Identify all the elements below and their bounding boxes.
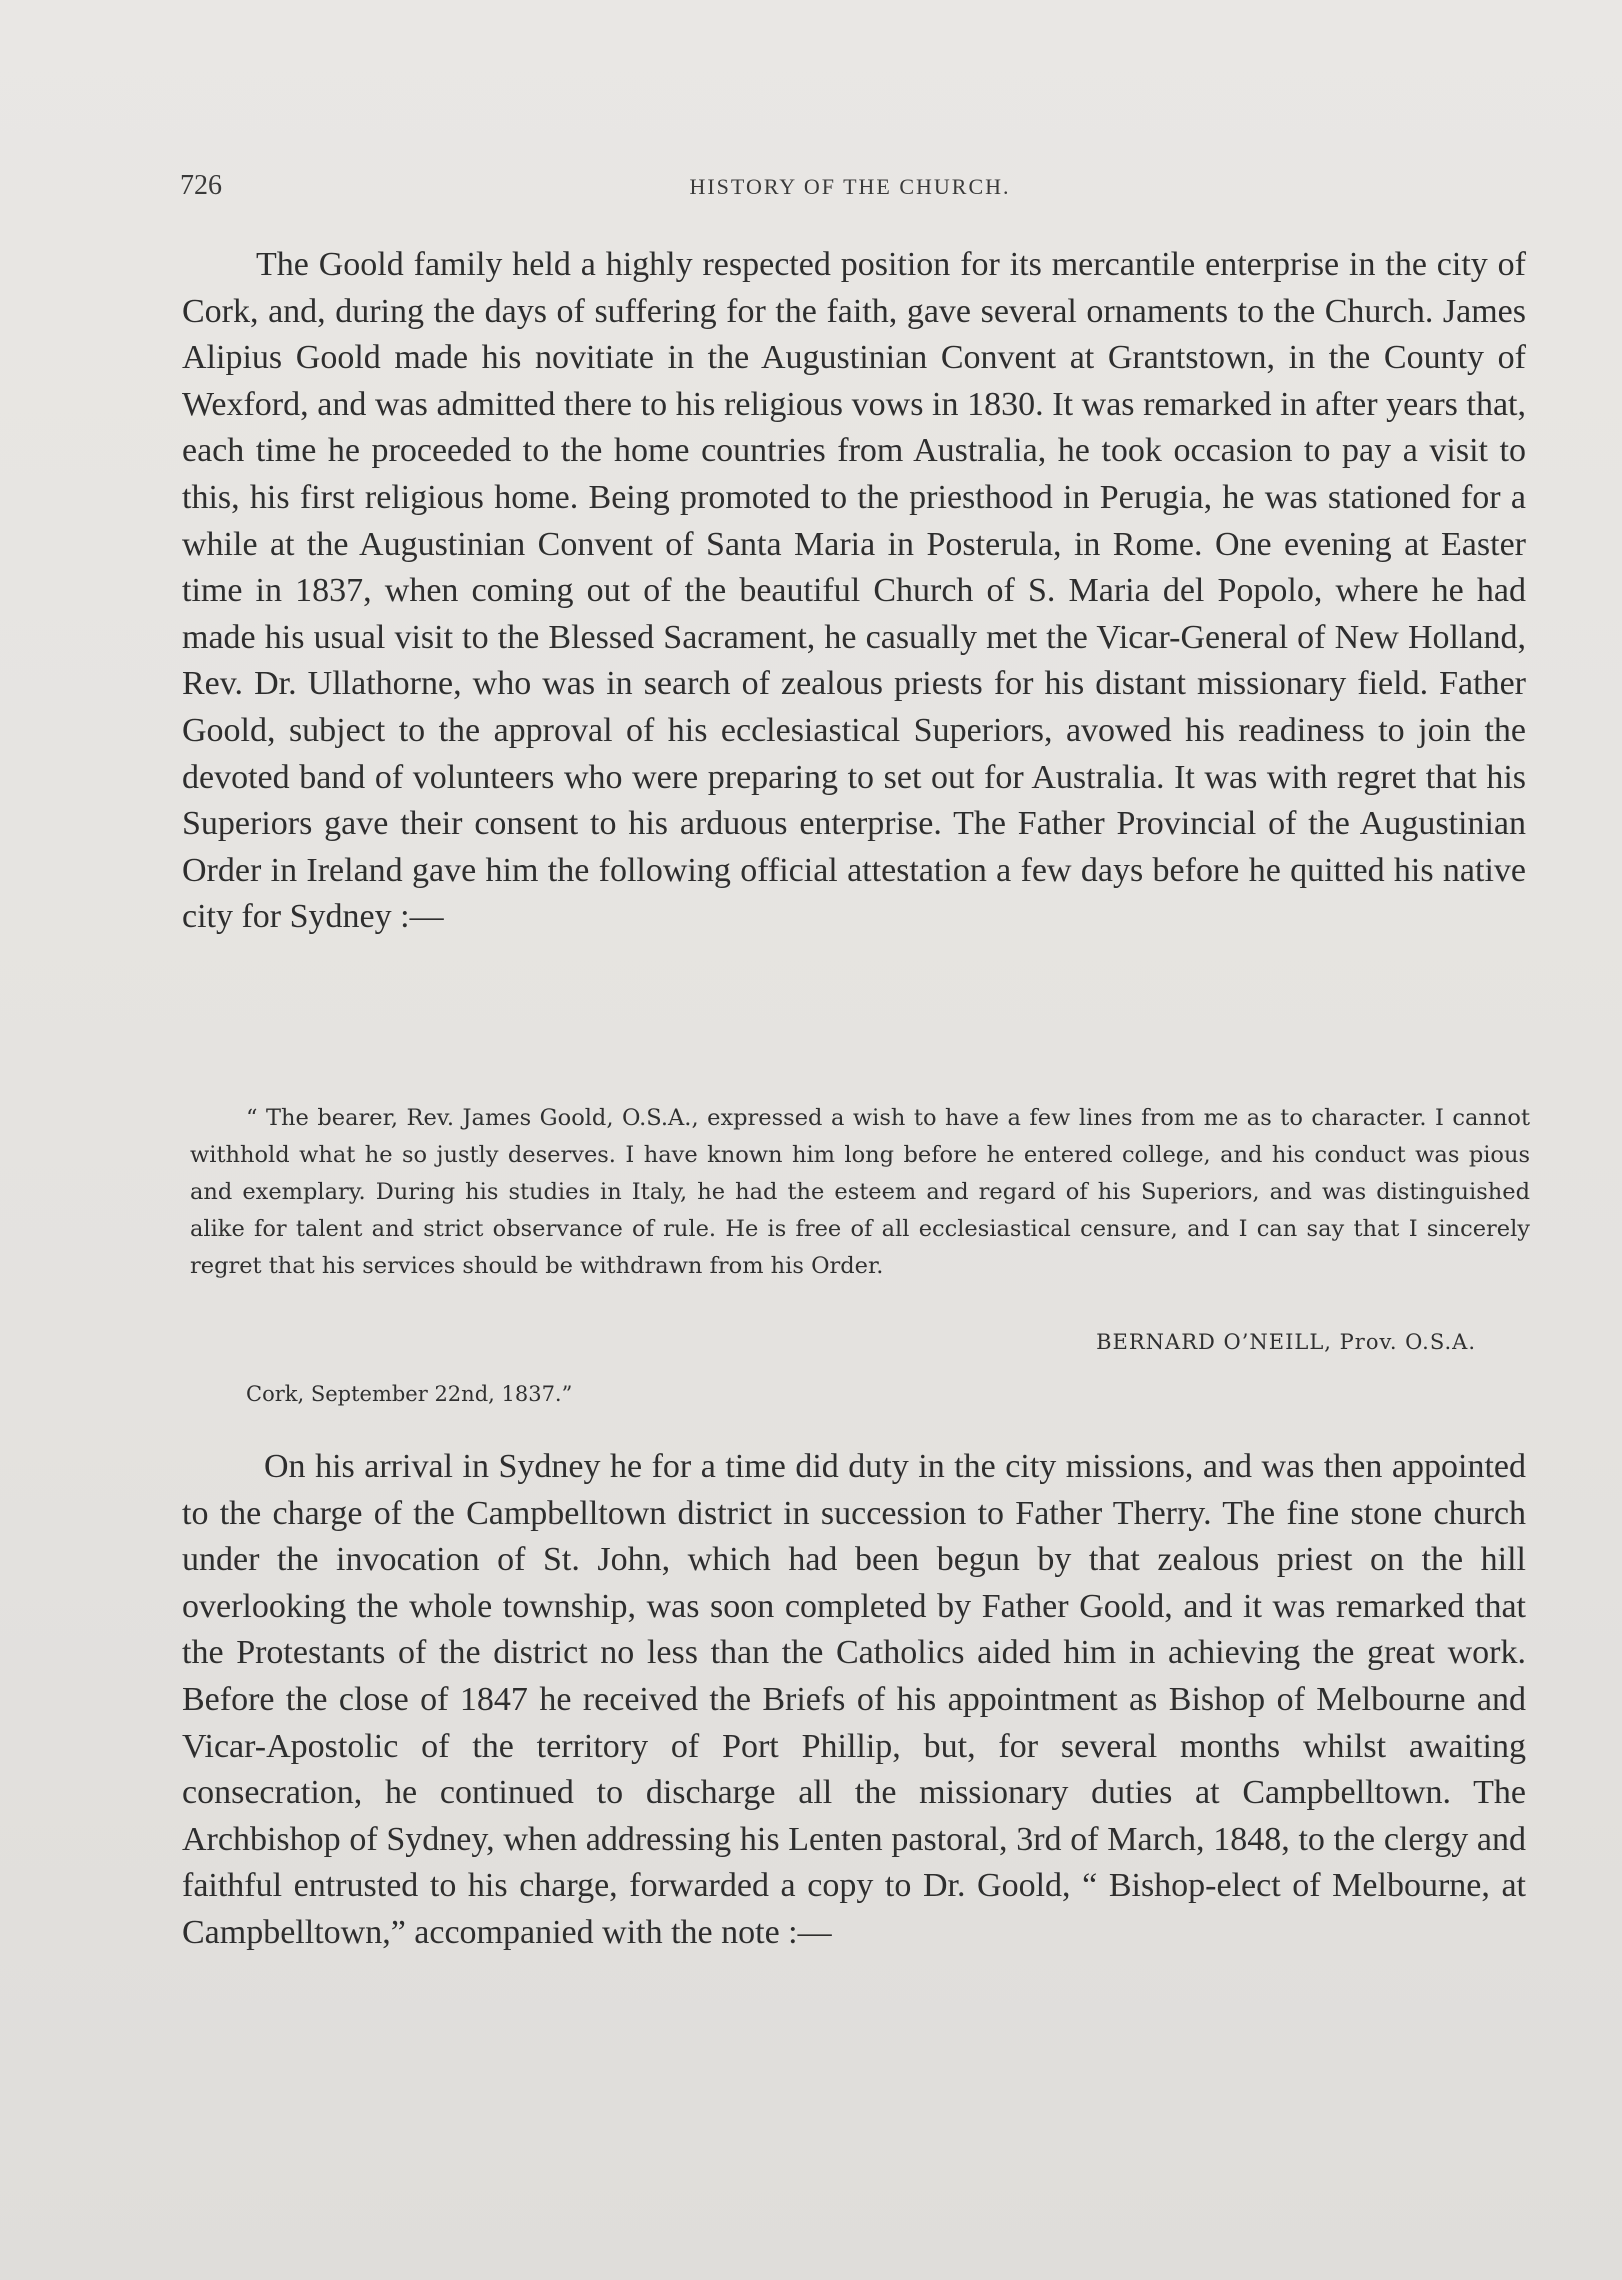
quoted-attestation: “ The bearer, Rev. James Goold, O.S.A., expressed a wish to have a few lines from me as to character. I cannot withhold what he so justly deserves. I have known him long before he entered college, and his conduct was pious and exemplary. During his studies in Italy, he had the esteem and regard of his Superiors, and was distinguished alike for talent and strict observance of rule. He is free of all ecclesiastical censure, and I can say that I sincerely regret that his services should be withdrawn from his Order.	[190, 1105, 1530, 1279]
signature-line: BERNARD O’NEILL, Prov. O.S.A.	[1096, 1330, 1476, 1354]
page-header	[180, 170, 1520, 210]
paragraph-goold-family: The Goold family held a highly respected position for its mercantile enterprise in the city of Cork, and, during the days of suffering for the faith, gave several ornaments to the Church. James Alipius Goold made his novitiate in the Augustinian Convent at Grantstown, in the County of Wexford, and was admitted there to his religious vows in 1830. It was remarked in after years that, each time he proceeded to the home countries from Australia, he took occasion to pay a visit to this, his first religious home. Being promoted to the priesthood in Perugia, he was stationed for a while at the Augustinian Convent of Santa Maria in Posterula, in Rome. One evening at Easter time in 1837, when coming out of the beautiful Church of S. Maria del Popolo, where he had made his usual visit to the Blessed Sacrament, he casually met the Vicar-General of New Holland, Rev. Dr. Ullathorne, who was in search of zealous priests for his distant missionary field. Father Goold, subject to the approval of his ecclesiastical Superiors, avowed his readiness to join the devoted band of volunteers who were preparing to set out for Australia. It was with regret that his Superiors gave their consent to his arduous enterprise. The Father Provincial of the Augustinian Order in Ireland gave him the following official attestation a few days before he quitted his native city for Sydney :—	[182, 246, 1526, 936]
running-title: HISTORY OF THE CHURCH.	[689, 174, 1011, 199]
paragraph-arrival-in-sydney: On his arrival in Sydney he for a time did duty in the city missions, and was then appointed to the charge of the Campbelltown district in succession to Father Therry. The fine stone church under the invocation of St. John, which had been begun by that zealous priest on the hill overlooking the whole township, was soon completed by Father Goold, and it was remarked that the Protestants of the district no less than the Catholics aided him in achieving the great work. Before the close of 1847 he received the Briefs of his appointment as Bishop of Melbourne and Vicar-Apostolic of the territory of Port Phillip, but, for several months whilst awaiting consecration, he continued to discharge all the missionary duties at Campbelltown. The Archbishop of Sydney, when addressing his Lenten pastoral, 3rd of March, 1848, to the clergy and faithful entrusted to his charge, forwarded a copy to Dr. Goold, “ Bishop-elect of Melbourne, at Campbelltown,” accompanied with the note :—	[182, 1448, 1526, 1951]
dateline: Cork, September 22nd, 1837.”	[246, 1382, 573, 1406]
page-number: 726	[180, 170, 222, 201]
